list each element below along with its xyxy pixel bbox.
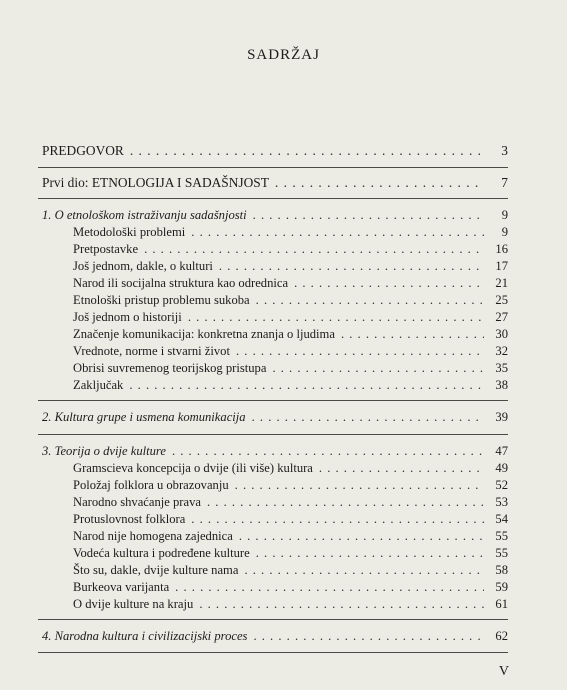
toc-entry-label: PREDGOVOR [42, 143, 124, 158]
toc-entry [42, 292, 508, 308]
toc-entry-page: 49 [495, 461, 508, 475]
toc-entry-label: 1. O etnološkom istraživanju sadašnjosti [42, 208, 247, 222]
divider [38, 167, 508, 168]
toc-entry-page: 54 [495, 512, 508, 526]
dot-leader [319, 460, 484, 476]
divider [38, 400, 508, 401]
dot-leader [144, 241, 484, 257]
toc-entry-label: Narod nije homogena zajednica [73, 529, 233, 543]
toc-entry-page: 47 [495, 444, 508, 458]
toc-entry [42, 528, 508, 544]
toc-entry [42, 628, 508, 644]
dot-leader [253, 628, 484, 644]
dot-leader [191, 224, 484, 240]
toc-entry-page: 61 [495, 597, 508, 611]
toc-entry-label: Gramscieva koncepcija o dvije (ili više) kultura [73, 461, 313, 475]
toc-entry-label: 3. Teorija o dvije kulture [42, 444, 166, 458]
toc-entry [42, 207, 508, 223]
toc-entry-page: 55 [495, 529, 508, 543]
toc-entry [42, 460, 508, 476]
toc-entry-label: Zaključak [73, 378, 124, 392]
toc-entry-label: Etnološki pristup problemu sukoba [73, 293, 250, 307]
toc-entry [42, 275, 508, 291]
toc-entry-page: 16 [495, 242, 508, 256]
dot-leader [294, 275, 484, 291]
toc-entry-page: 9 [501, 225, 508, 239]
toc-entry [42, 343, 508, 359]
toc-entry [42, 309, 508, 325]
dot-leader [239, 528, 484, 544]
toc-entry-label: Što su, dakle, dvije kulture nama [73, 563, 239, 577]
dot-leader [130, 143, 484, 159]
dot-leader [235, 477, 484, 493]
toc-entry-page: 62 [495, 629, 508, 643]
toc-entry-label: O dvije kulture na kraju [73, 597, 194, 611]
dot-leader [275, 175, 484, 191]
toc-entry-page: 27 [495, 310, 508, 324]
toc-entry-label: Burkeova varijanta [73, 580, 170, 594]
toc-entry [42, 360, 508, 376]
dot-leader [341, 326, 484, 342]
toc-entry-label: Narod ili socijalna struktura kao odrednica [73, 276, 289, 290]
toc-entry [42, 241, 508, 257]
dot-leader [219, 258, 484, 274]
dot-leader [199, 596, 484, 612]
toc-entry-page: 39 [495, 410, 508, 424]
toc-entry-label: Još jednom, dakle, o kulturi [73, 259, 213, 273]
toc-entry-label: Metodološki problemi [73, 225, 186, 239]
dot-leader [172, 443, 484, 459]
toc-entry [42, 326, 508, 342]
toc-entry-label: Pretpostavke [73, 242, 139, 256]
dot-leader [256, 292, 484, 308]
toc-entry-label: Narodno shvaćanje prava [73, 495, 201, 509]
divider [38, 619, 508, 620]
toc-entry-page: 3 [501, 143, 508, 158]
toc-entry-label: Vrednote, norme i stvarni život [73, 344, 230, 358]
divider [38, 198, 508, 199]
dot-leader [253, 207, 484, 223]
toc-entry-page: 35 [495, 361, 508, 375]
toc-entry-page: 21 [495, 276, 508, 290]
toc-entry-page: 25 [495, 293, 508, 307]
dot-leader [129, 377, 484, 393]
toc-entry-label: Još jednom o historiji [73, 310, 182, 324]
toc-entry [42, 377, 508, 393]
toc-entry [42, 562, 508, 578]
toc-entry [42, 224, 508, 240]
toc-entry-label: Prvi dio: ETNOLOGIJA I SADAŠNJOST [42, 175, 269, 190]
toc-entry-page: 9 [501, 208, 508, 222]
toc-entry-label: 2. Kultura grupe i usmena komunikacija [42, 410, 246, 424]
toc-entry-label: 4. Narodna kultura i civilizacijski proces [42, 629, 248, 643]
toc-entry [42, 545, 508, 561]
toc-entry-label: Protuslovnost folklora [73, 512, 186, 526]
toc-entry-page: 30 [495, 327, 508, 341]
dot-leader [236, 343, 484, 359]
dot-leader [188, 309, 484, 325]
toc-entry [42, 258, 508, 274]
dot-leader [272, 360, 484, 376]
dot-leader [207, 494, 484, 510]
toc-entry-page: 17 [495, 259, 508, 273]
toc-entry [42, 511, 508, 527]
toc-entry [42, 175, 508, 191]
toc-entry-label: Vodeća kultura i podređene kulture [73, 546, 250, 560]
divider [38, 652, 508, 653]
toc-entry-page: 32 [495, 344, 508, 358]
divider [38, 434, 508, 435]
toc-entry [42, 494, 508, 510]
toc-entry-page: 53 [495, 495, 508, 509]
toc-entry-page: 52 [495, 478, 508, 492]
toc-entry-page: 7 [501, 175, 508, 190]
toc-entry [42, 143, 508, 159]
toc-entry [42, 409, 508, 425]
toc-entry-page: 59 [495, 580, 508, 594]
page-number: V [498, 664, 509, 679]
toc-entry [42, 596, 508, 612]
toc-entry [42, 443, 508, 459]
toc-entry-page: 55 [495, 546, 508, 560]
toc-entry-page: 58 [495, 563, 508, 577]
toc-entry-page: 38 [495, 378, 508, 392]
toc-entry [42, 477, 508, 493]
dot-leader [244, 562, 484, 578]
page-title: SADRŽAJ [247, 47, 320, 63]
dot-leader [175, 579, 484, 595]
toc-entry-label: Položaj folklora u obrazovanju [73, 478, 229, 492]
toc-entry [42, 579, 508, 595]
dot-leader [191, 511, 484, 527]
dot-leader [256, 545, 484, 561]
toc-entry-label: Značenje komunikacija: konkretna znanja o ljudima [73, 327, 335, 341]
toc-entry-label: Obrisi suvremenog teorijskog pristupa [73, 361, 267, 375]
dot-leader [252, 409, 484, 425]
